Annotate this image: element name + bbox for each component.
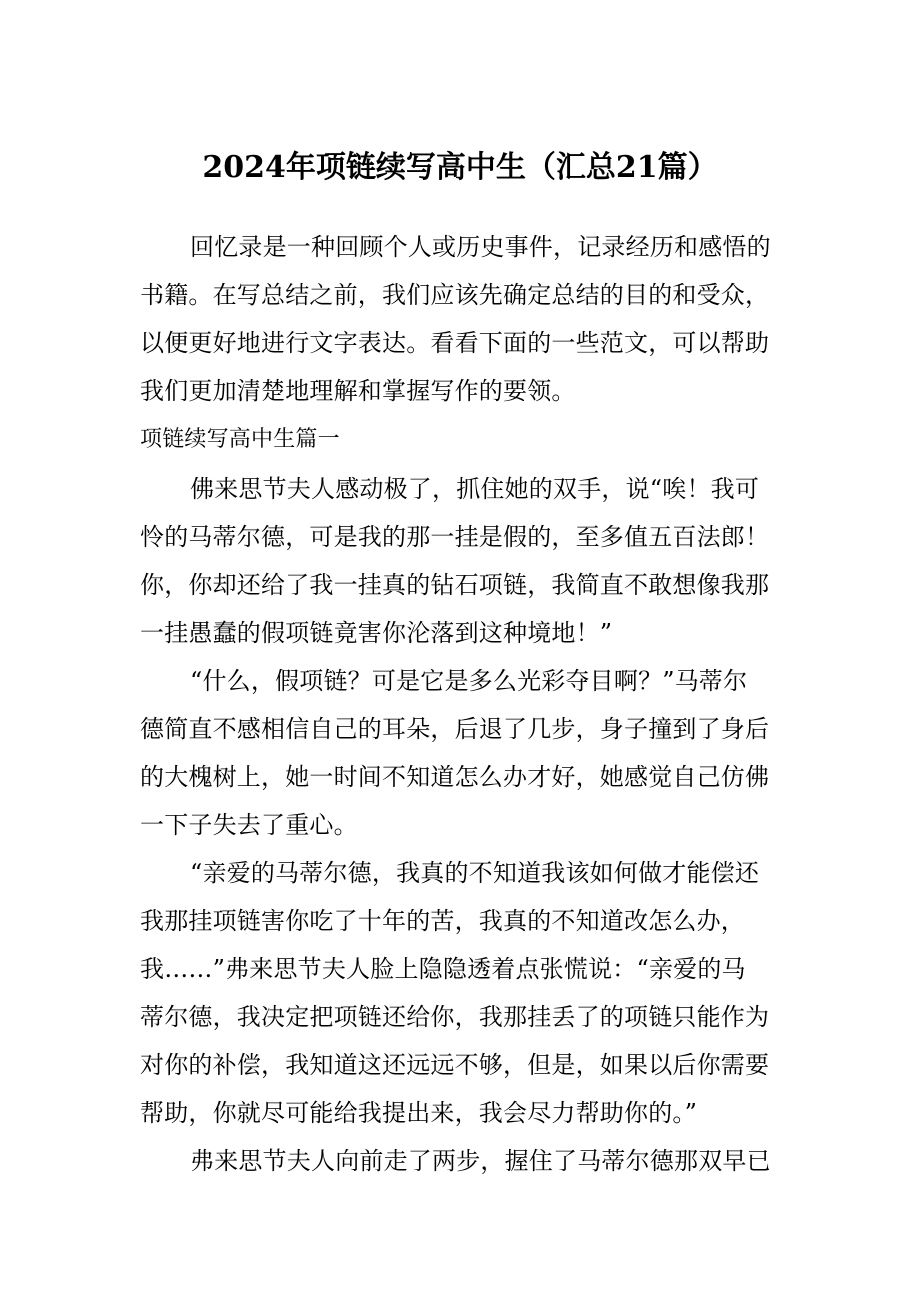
paragraph1-line-3: 你，你却还给了我一挂真的钻石项链，我简直不敢想像我那 xyxy=(140,571,770,599)
paragraph4-line-1: 弗来思节夫人向前走了两步，握住了马蒂尔德那双早已 xyxy=(190,1147,771,1175)
intro-line-4: 我们更加清楚地理解和掌握写作的要领。 xyxy=(140,377,576,405)
document-title: 2024年项链续写高中生（汇总21篇） xyxy=(202,150,718,185)
paragraph2-line-1: “什么，假项链？可是它是多么光彩夺目啊？”马蒂尔 xyxy=(190,667,748,695)
paragraph2-line-2: 德简直不感相信自己的耳朵，后退了几步，身子撞到了身后 xyxy=(140,715,770,743)
paragraph3-line-2: 我那挂项链害你吃了十年的苦，我真的不知道改怎么办， xyxy=(140,907,745,935)
paragraph1-line-4: 一挂愚蠢的假项链竟害你沦落到这种境地！” xyxy=(140,619,613,647)
paragraph2-line-4: 一下子失去了重心。 xyxy=(140,811,358,839)
paragraph3-line-5: 对你的补偿，我知道这还远远不够，但是，如果以后你需要 xyxy=(140,1051,770,1079)
intro-line-2: 书籍。在写总结之前，我们应该先确定总结的目的和受众， xyxy=(140,281,770,309)
paragraph2-line-3: 的大槐树上，她一时间不知道怎么办才好，她感觉自己仿佛 xyxy=(140,763,770,791)
intro-line-1: 回忆录是一种回顾个人或历史事件，记录经历和感悟的 xyxy=(190,233,771,261)
paragraph1-line-1: 佛来思节夫人感动极了，抓住她的双手，说“唉！我可 xyxy=(190,475,760,503)
paragraph3-line-4: 蒂尔德，我决定把项链还给你，我那挂丢了的项链只能作为 xyxy=(140,1003,770,1031)
paragraph3-line-3: 我……”弗来思节夫人脸上隐隐透着点张慌说：“亲爱的马 xyxy=(140,955,746,983)
paragraph3-line-1: “亲爱的马蒂尔德，我真的不知道我该如何做才能偿还 xyxy=(190,859,760,887)
paragraph1-line-2: 怜的马蒂尔德，可是我的那一挂是假的，至多值五百法郎！ xyxy=(140,523,770,551)
section-heading: 项链续写高中生篇一 xyxy=(140,427,340,452)
paragraph3-line-6: 帮助，你就尽可能给我提出来，我会尽力帮助你的。” xyxy=(140,1099,698,1127)
intro-line-3: 以便更好地进行文字表达。看看下面的一些范文，可以帮助 xyxy=(140,329,770,357)
